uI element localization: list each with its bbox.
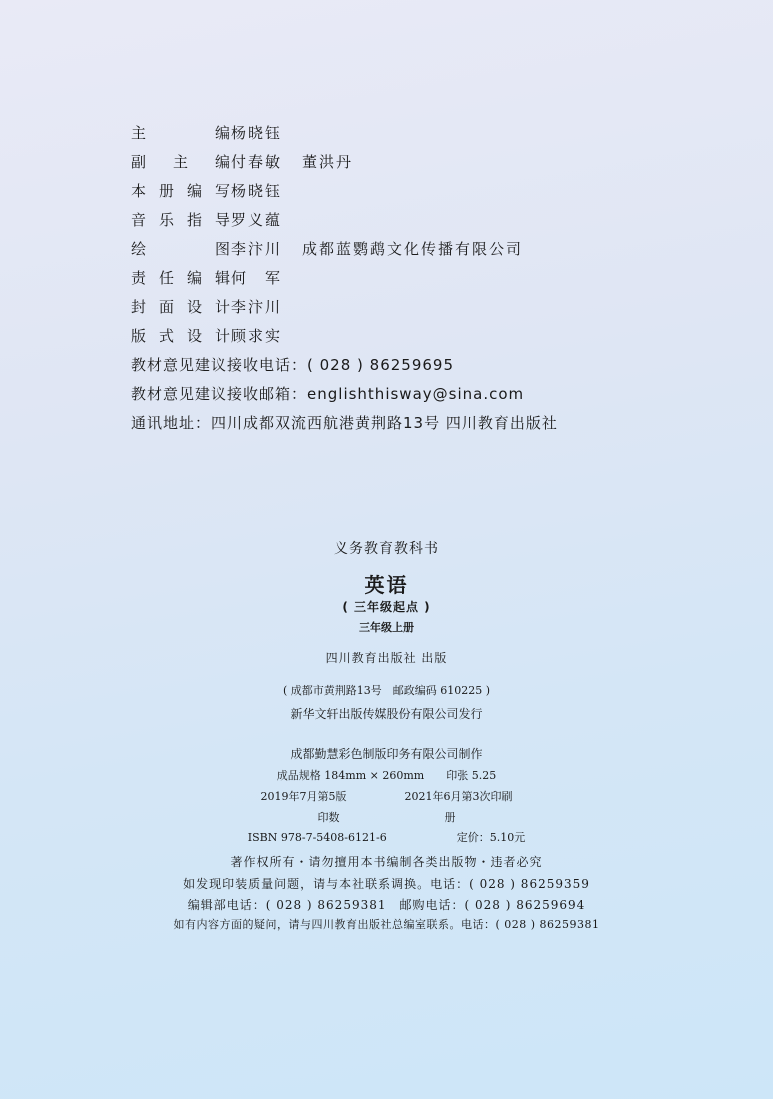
phones-notice: 编辑部电话：( 028 ) 86259381 邮购电话：( 028 ) 86259694 [187,898,586,912]
printer: 成都勤慧彩色制版印务有限公司制作 [290,747,483,761]
credit-person: 董洪丹 [302,153,354,171]
credit-person: 李汴川 [231,298,283,316]
credit-role: 责任编辑 [131,269,231,287]
credit-person: 付春敏 [231,153,283,171]
edition-info [0,788,773,804]
series-name: 义务教育教科书 [334,541,439,557]
price: 定价：5.10元 [456,831,526,844]
distributor: 新华文轩出版传媒股份有限公司发行 [290,707,483,721]
spec-sheets: 印张 5.25 [446,769,497,782]
book-title: 英语 [364,573,409,597]
mailing-address-label: 通讯地址： [131,414,212,432]
credit-row-responsible-editor [131,263,731,292]
mailing-address [131,408,731,437]
print-spec [0,767,773,783]
credit-person: 成都蓝鹦鹉文化传播有限公司 [302,240,524,258]
feedback-email-value: englishthisway@sina.com [307,384,525,403]
isbn: ISBN 978-7-5408-6121-6 [247,831,387,844]
book-volume: 三年级上册 [359,621,414,634]
book-subtitle: ( 三年级起点 ) [342,600,431,614]
publisher: 四川教育出版社 出版 [325,651,448,665]
spec-size: 成品规格 184mm × 260mm [276,769,425,782]
credit-role: 副 主 编 [131,153,231,171]
credit-row-deputy-editor [131,147,731,176]
copies-label: 印数 [317,811,340,824]
credit-person: 杨晓钰 [231,124,283,142]
feedback-email [131,379,731,408]
credit-person: 罗义蕴 [231,211,283,229]
credit-person: 李汴川 [231,240,283,258]
credit-row-cover-design [131,292,731,321]
copies-info [0,809,773,825]
feedback-phone-value: ( 028 ) 86259695 [307,355,455,374]
feedback-phone-label: 教材意见建议接收电话： [131,356,308,374]
isbn-price [0,829,773,845]
feedback-phone [131,350,731,379]
publisher-address: ( 成都市黄荆路13号 邮政编码 610225 ) [282,684,491,697]
credit-role: 封面设计 [131,298,231,316]
copies-unit: 册 [444,811,456,824]
credit-row-chief-editor [131,118,731,147]
copyright-notice: 著作权所有・请勿擅用本书编制各类出版物・违者必究 [230,855,543,869]
credit-person: 杨晓钰 [231,182,283,200]
credit-role: 本册编写 [131,182,231,200]
credits-block [131,118,731,437]
feedback-email-label: 教材意见建议接收邮箱： [131,385,308,403]
credit-row-volume-writer [131,176,731,205]
credit-row-music-advisor [131,205,731,234]
edition-version: 2019年7月第5版 [260,790,347,803]
content-notice: 如有内容方面的疑问，请与四川教育出版社总编室联系。电话：( 028 ) 86259381 [173,918,600,931]
credit-person: 何 军 [231,269,283,287]
edition-print: 2021年6月第3次印刷 [404,790,513,803]
credit-role: 音乐指导 [131,211,231,229]
mailing-address-value: 四川成都双流西航港黄荆路13号 四川教育出版社 [211,414,558,432]
credit-row-illustration [131,234,731,263]
credit-role: 主 编 [131,124,231,142]
credit-role: 绘 图 [131,240,231,258]
quality-notice: 如发现印装质量问题，请与本社联系调换。电话：( 028 ) 86259359 [183,877,590,891]
credit-row-layout-design [131,321,731,350]
credit-role: 版式设计 [131,327,231,345]
credit-person: 顾求实 [231,327,283,345]
